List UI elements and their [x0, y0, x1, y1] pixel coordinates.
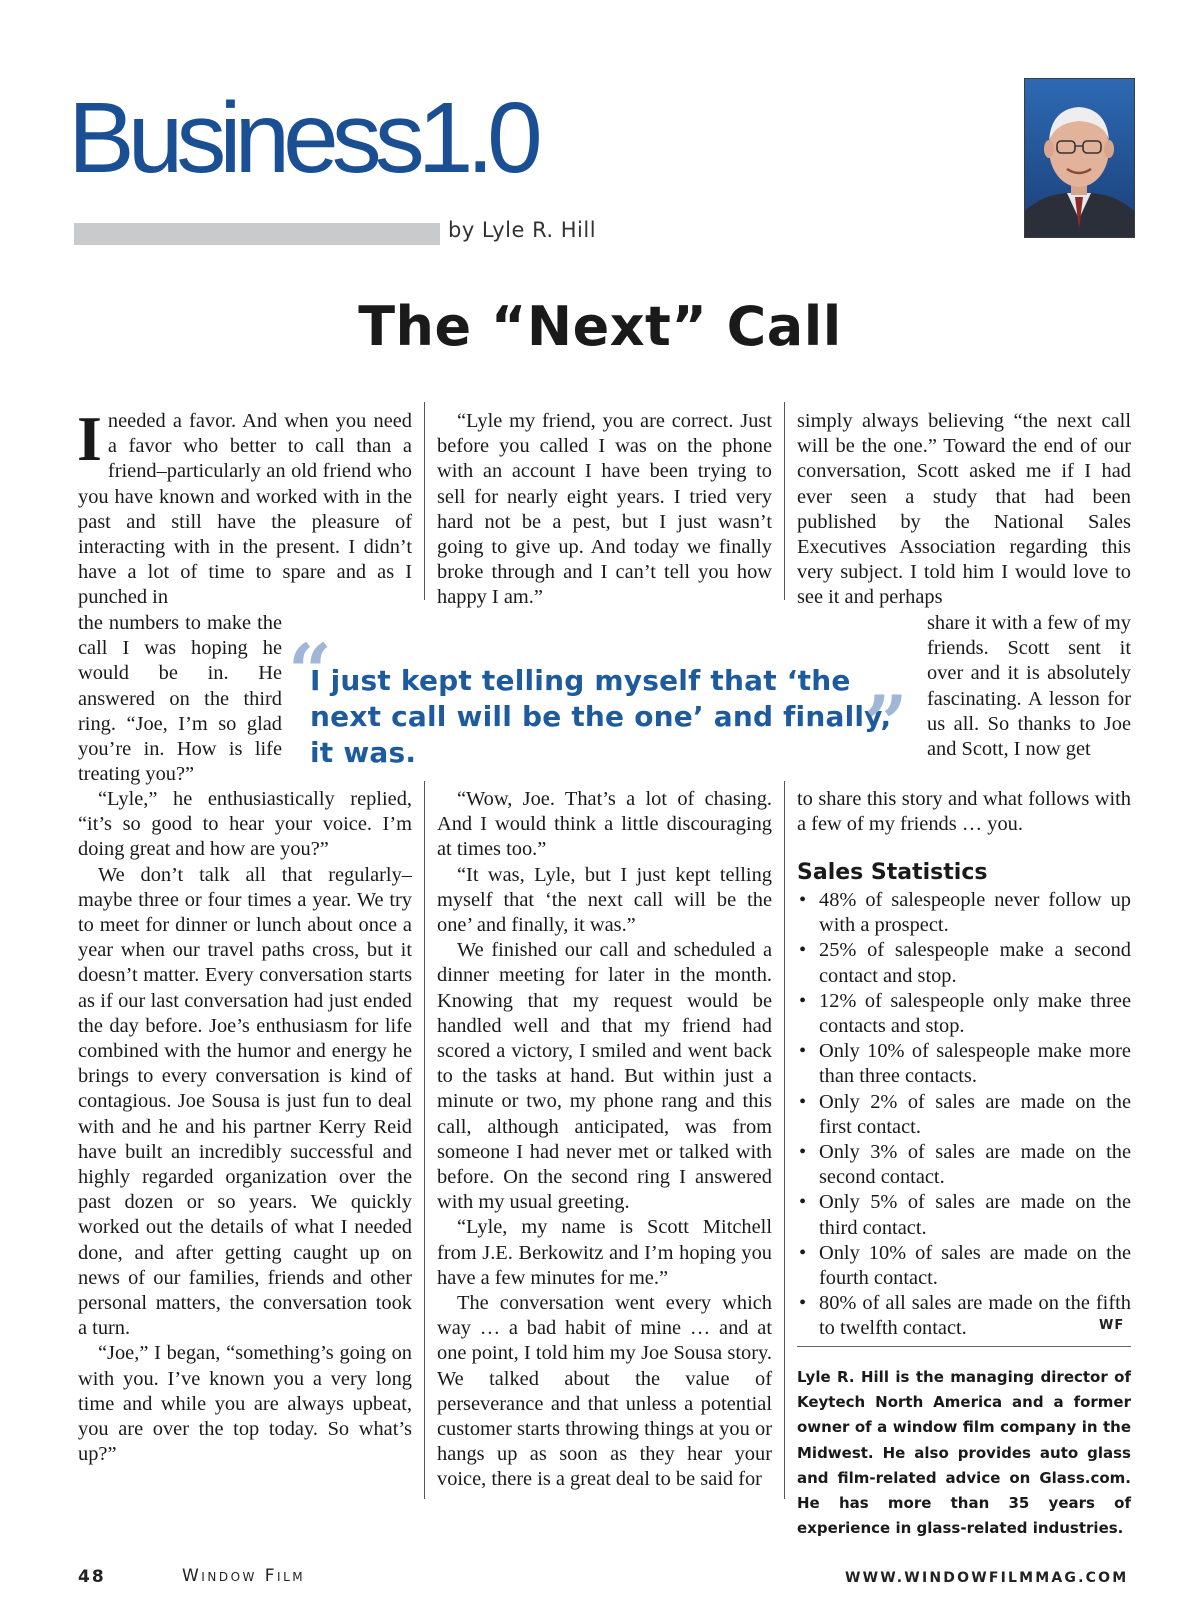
author-bio: Lyle R. Hill is the managing director of Keytech North America and a former owner of a window film company in the Midwest. He also provides auto glass and film-related advice on Glass.com. He has more than 35 years of experience in glass-related industries. — [797, 1368, 1131, 1538]
paragraph: “Lyle, my name is Scott Mitchell from J.E. Berkowitz and I’m hoping you have a few minutes for me.” — [437, 1216, 772, 1289]
bullet-icon: • — [799, 989, 807, 1012]
sales-statistics-heading: Sales Statistics — [797, 860, 988, 885]
bullet-icon: • — [799, 1241, 807, 1264]
drop-cap: I — [77, 403, 102, 474]
paragraph: share it with a few of my friends. Scott sent it over and it is absolutely fascinating. A lesson for us all. So thanks to Joe and Scott, I now get — [927, 612, 1131, 761]
paragraph: simply always believing “the next call will be the one.” Toward the end of our conversation, Scott asked me if I had ever seen a study that had been published by the National Sales Executives Association regarding this very subject. I told him I would love to see it and perhaps — [797, 410, 1131, 609]
column-rule — [784, 781, 785, 1499]
bullet-icon: • — [799, 889, 807, 911]
list-item — [797, 1190, 1131, 1240]
paragraph: We finished our call and scheduled a dinner meeting for later in the month. Knowing that my request would be handled well and that my friend had scored a victory, I smiled and went back to the tasks at hand. But within just a minute or two, my phone rang and this call, although anticipated, was from someone I had never met or talked with before. On the second ring I answered with my usual greeting. — [437, 939, 772, 1214]
article-column-3-top — [797, 409, 1131, 611]
paragraph: “Lyle my friend, you are correct. Just before you called I was on the phone with an account I have been trying to sell for nearly eight years. I tried very hard not be a pest, but I just wasn’t going to give up. And today we finally broke through and I can’t tell you how happy I am.” — [437, 410, 772, 609]
publication-name: Window Film — [182, 1566, 306, 1586]
end-mark: WF — [1099, 1318, 1125, 1333]
magazine-column-logo — [68, 82, 536, 194]
list-item-text: Only 10% of sales are made on the fourth contact. — [819, 1241, 1131, 1290]
list-item — [797, 1140, 1131, 1190]
paragraph: “It was, Lyle, but I just kept telling myself that ‘the next call will be the one’ and finally, it was.” — [437, 863, 772, 937]
author-photo — [1024, 78, 1135, 238]
logo-underline-bar — [74, 223, 440, 245]
page-number: 48 — [78, 1567, 106, 1587]
paragraph: “Lyle,” he enthusiastically replied, “it’s so good to hear your voice. I’m doing great and how are you?” — [78, 788, 412, 861]
pull-quote: I just kept telling myself that ‘the next call will be the one’ and finally, it was. — [310, 664, 892, 769]
paragraph: the numbers to make the call I was hoping he would be in. He answered on the third ring. “Joe, I’m so glad you’re in. How is life treating you?” — [78, 612, 282, 786]
bio-divider — [797, 1346, 1131, 1347]
list-item-text: 80% of all sales are made on the fifth to twelfth contact. — [819, 1292, 1131, 1340]
bullet-icon: • — [799, 1090, 807, 1113]
paragraph: “Joe,” I began, “something’s going on with you. I’ve known you a very long time and while you are always upbeat, you are over the top today. So what’s up?” — [78, 1342, 412, 1466]
paragraph: The conversation went every which way … a bad habit of mine … and at one point, I told him my Joe Sousa story. We talked about the value of perseverance and that unless a potential customer starts throwing things at you or hangs up as soon as they hear your voice, there is a great deal to be said for — [437, 1292, 772, 1491]
list-item — [797, 1039, 1131, 1089]
bullet-icon: • — [799, 1292, 807, 1315]
article-column-1-bottom — [78, 787, 412, 1467]
list-item — [797, 1090, 1131, 1140]
list-item-text: 48% of salespeople never follow up with a prospect. — [819, 889, 1131, 937]
list-item — [797, 888, 1131, 938]
list-item — [797, 989, 1131, 1039]
paragraph: needed a favor. And when you need a favor who better to call than a friend–particularly an old friend who you have known and worked with in the past and still have the pleasure of interacting with in the present. I didn’t have a lot of time to spare and as I punched in — [78, 410, 412, 609]
paragraph: to share this story and what follows with a few of my friends … you. — [797, 788, 1131, 836]
article-title: The “Next” Call — [358, 295, 842, 358]
article-column-1-middle — [78, 611, 282, 787]
list-item-text: Only 5% of sales are made on the third contact. — [819, 1191, 1131, 1239]
list-item-text: 12% of salespeople only make three contacts and stop. — [819, 989, 1131, 1038]
bullet-icon: • — [799, 1141, 807, 1164]
article-column-3-middle — [927, 611, 1131, 762]
paragraph: We don’t talk all that regularly–maybe three or four times a year. We try to meet for dinner or lunch about once a year when our travel paths cross, but it doesn’t matter. Every conversation starts as if our last conversation had just ended the day before. Joe’s enthusiasm for life combined with the humor and energy he brings to every conversation is kind of contagious. Joe Sousa is just fun to deal with and he and his partner Kerry Reid have built an incredibly successful and highly regarded organization over the past dozen or so years. We quickly worked out the details of what I needed done, and after getting caught up on news of our families, friends and other personal matters, the conversation took a turn. — [78, 863, 412, 1340]
logo-version-text: 1.0 — [417, 82, 536, 194]
author-byline: by Lyle R. Hill — [448, 218, 597, 242]
article-column-2-bottom — [437, 787, 772, 1493]
column-rule — [784, 402, 785, 600]
close-quote-mark: ” — [864, 679, 908, 768]
sales-statistics-list — [797, 888, 1131, 1342]
open-quote-mark: “ — [288, 627, 332, 716]
list-item — [797, 1291, 1131, 1341]
list-item — [797, 938, 1131, 988]
list-item-text: 25% of salespeople make a second contact and stop. — [819, 939, 1131, 987]
list-item — [797, 1241, 1131, 1291]
bullet-icon: • — [799, 1191, 807, 1214]
column-rule — [424, 781, 425, 1499]
column-rule — [424, 402, 425, 600]
bullet-icon: • — [799, 939, 807, 962]
bullet-icon: • — [799, 1040, 807, 1063]
article-column-1-top — [77, 403, 412, 611]
list-item-text: Only 3% of sales are made on the second contact. — [819, 1141, 1131, 1189]
list-item-text: Only 10% of salespeople make more than three contacts. — [819, 1040, 1131, 1088]
logo-main-text: Business — [68, 82, 418, 194]
author-portrait-image — [1025, 79, 1134, 237]
paragraph: “Wow, Joe. That’s a lot of chasing. And I would think a little discouraging at times too.” — [437, 788, 772, 861]
website-link[interactable]: WWW.WINDOWFILMMAG.COM — [845, 1570, 1129, 1586]
article-column-3-bottom — [797, 787, 1131, 837]
list-item-text: Only 2% of sales are made on the first contact. — [819, 1090, 1131, 1138]
article-column-2-top — [437, 409, 772, 611]
